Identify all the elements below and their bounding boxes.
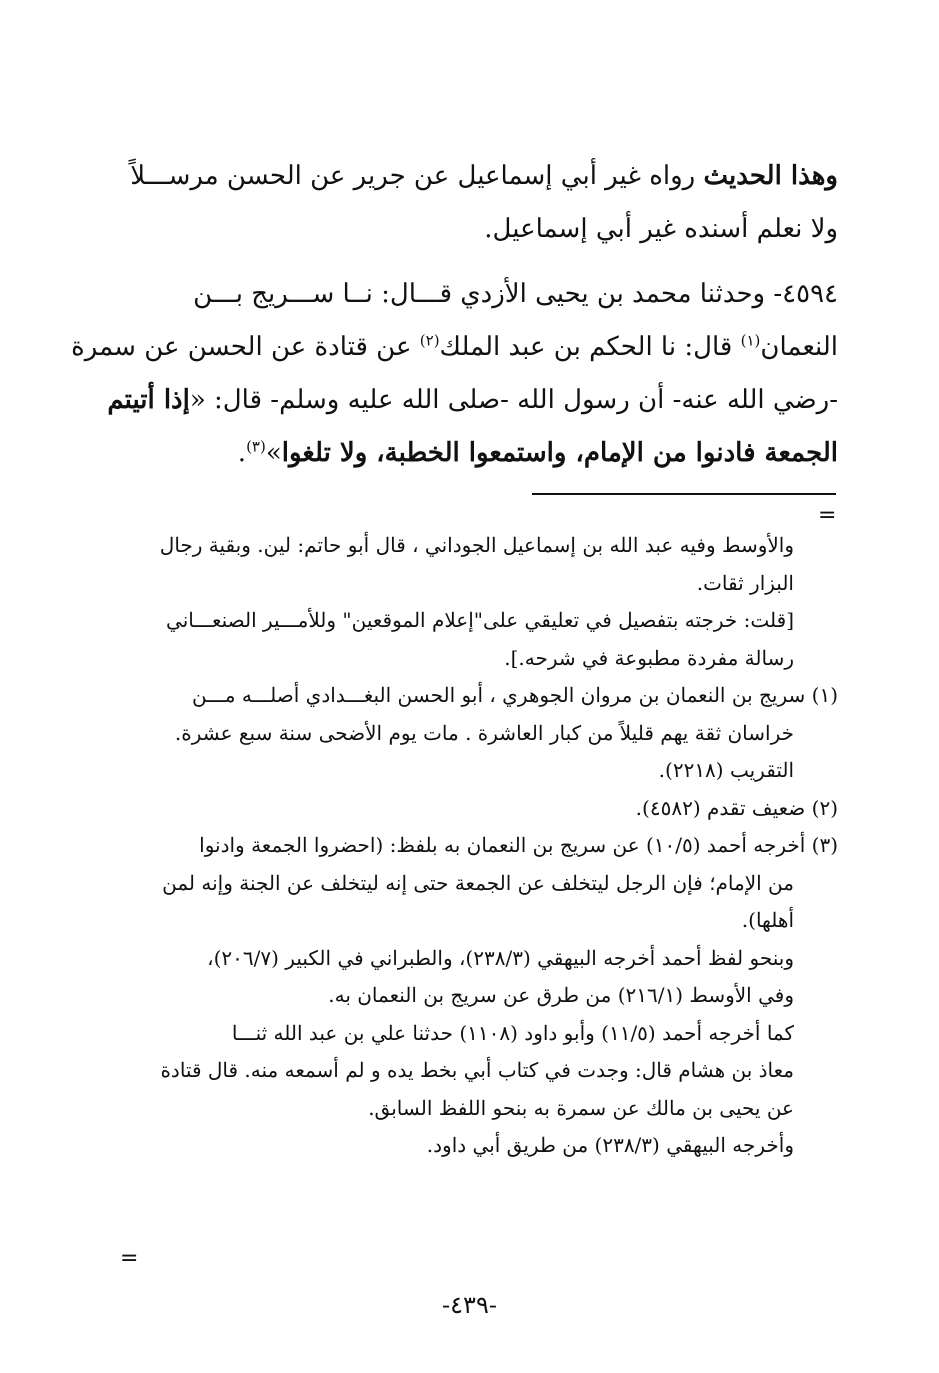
- footnote-line: (١) سريج بن النعمان بن مروان الجوهري ، أبو الحسن البغـــدادي أصلـــه مـــن: [191, 683, 838, 707]
- main-line-2: [126, 208, 838, 261]
- footnote-line: من الإمام؛ فإن الرجل ليتخلف عن الجمعة حتى إنه ليتخلف عن الجنة وإنه لمن: [162, 870, 794, 895]
- main-line-5: [107, 379, 838, 432]
- footnote-line: التقريب (٢٢١٨).: [658, 758, 794, 782]
- footnote-line: (٣) أخرجه أحمد (١٠/٥) عن سريج بن النعمان به بلفظ: (احضروا الجمعة وادنوا: [199, 833, 838, 857]
- line-text: رواه غير أبي إسماعيل عن جرير عن الحسن مرســـلاً: [130, 161, 704, 191]
- line-text: قال: نا الحكم بن عبد الملك: [439, 332, 741, 362]
- line-text: .: [237, 438, 247, 468]
- footnote-line: أهلها).: [741, 908, 794, 932]
- footnote-line: وبنحو لفظ أحمد أخرجه البيهقي (٢٣٨/٣)، والطبراني في الكبير (٢٠٦/٧)،: [207, 945, 794, 970]
- continuation-mark-top: =: [818, 503, 837, 528]
- hadith-number-line: ٤٥٩٤- وحدثنا محمد بن يحيى الأزدي قـــال: نــا ســـريج بـــن: [193, 279, 838, 309]
- footnote-line: وأخرجه البيهقي (٢٣٨/٣) من طريق أبي داود.: [426, 1133, 794, 1157]
- line-text: ولا نعلم أسنده غير أبي إسماعيل.: [484, 214, 838, 244]
- footnote-line: البزار ثقات.: [696, 570, 794, 595]
- footnote-line: (٢) ضعيف تقدم (٤٥٨٢).: [635, 795, 838, 820]
- line-text: -رضي الله عنه- أن رسول الله -صلى الله عليه وسلم- قال: «: [189, 385, 838, 415]
- footnote-ref-3[interactable]: (٣): [246, 437, 266, 456]
- footnote-line: عن يحيى بن مالك عن سمرة به بنحو اللفظ السابق.: [368, 1095, 794, 1120]
- continuation-mark-bottom: =: [120, 1246, 139, 1271]
- footnotes: [126, 530, 838, 1168]
- main-line-4: [71, 326, 838, 379]
- main-line-6: [126, 432, 838, 485]
- footnote-separator: [532, 493, 836, 495]
- footnote-line: خراسان ثقة يهم قليلاً من كبار العاشرة . مات يوم الأضحى سنة سبع عشرة.: [174, 720, 794, 745]
- line-text: عن قتادة عن الحسن عن سمرة: [71, 332, 420, 362]
- bold-phrase: وهذا الحديث: [703, 161, 838, 191]
- footnote-line: وفي الأوسط (٢١٦/١) من طرق عن سريج بن النعمان به.: [328, 983, 794, 1007]
- bold-phrase: الجمعة فادنوا من الإمام، واستمعوا الخطبة، ولا تلغوا: [281, 438, 838, 468]
- footnote-ref-2[interactable]: (٢): [419, 331, 440, 350]
- footnote-line: كما أخرجه أحمد (١١/٥) وأبو داود (١١٠٨) حدثنا علي بن عبد الله ثنـــا: [231, 1020, 794, 1045]
- main-line-1: [126, 155, 838, 208]
- main-text: [71, 155, 838, 485]
- main-line-3: [126, 273, 838, 326]
- footnote-line: رسالة مفردة مطبوعة في شرحه.].: [504, 645, 794, 670]
- footnote-ref-1[interactable]: (١): [740, 331, 761, 350]
- bold-phrase: إذا أتيتم: [107, 385, 190, 415]
- footnote-line: معاذ بن هشام قال: وجدت في كتاب أبي بخط يده و لم أسمعه منه. قال قتادة: [160, 1058, 794, 1082]
- line-text: »: [265, 438, 282, 468]
- footnote-line: والأوسط وفيه عبد الله بن إسماعيل الجوداني ، قال أبو حاتم: لين. وبقية رجال: [159, 533, 794, 557]
- page-number: -٤٣٩-: [442, 1291, 497, 1319]
- footnote-line: [قلت: خرجته بتفصيل في تعليقي على"إعلام الموقعين" وللأمـــير الصنعـــاني: [166, 608, 794, 632]
- line-text: النعمان: [760, 332, 838, 362]
